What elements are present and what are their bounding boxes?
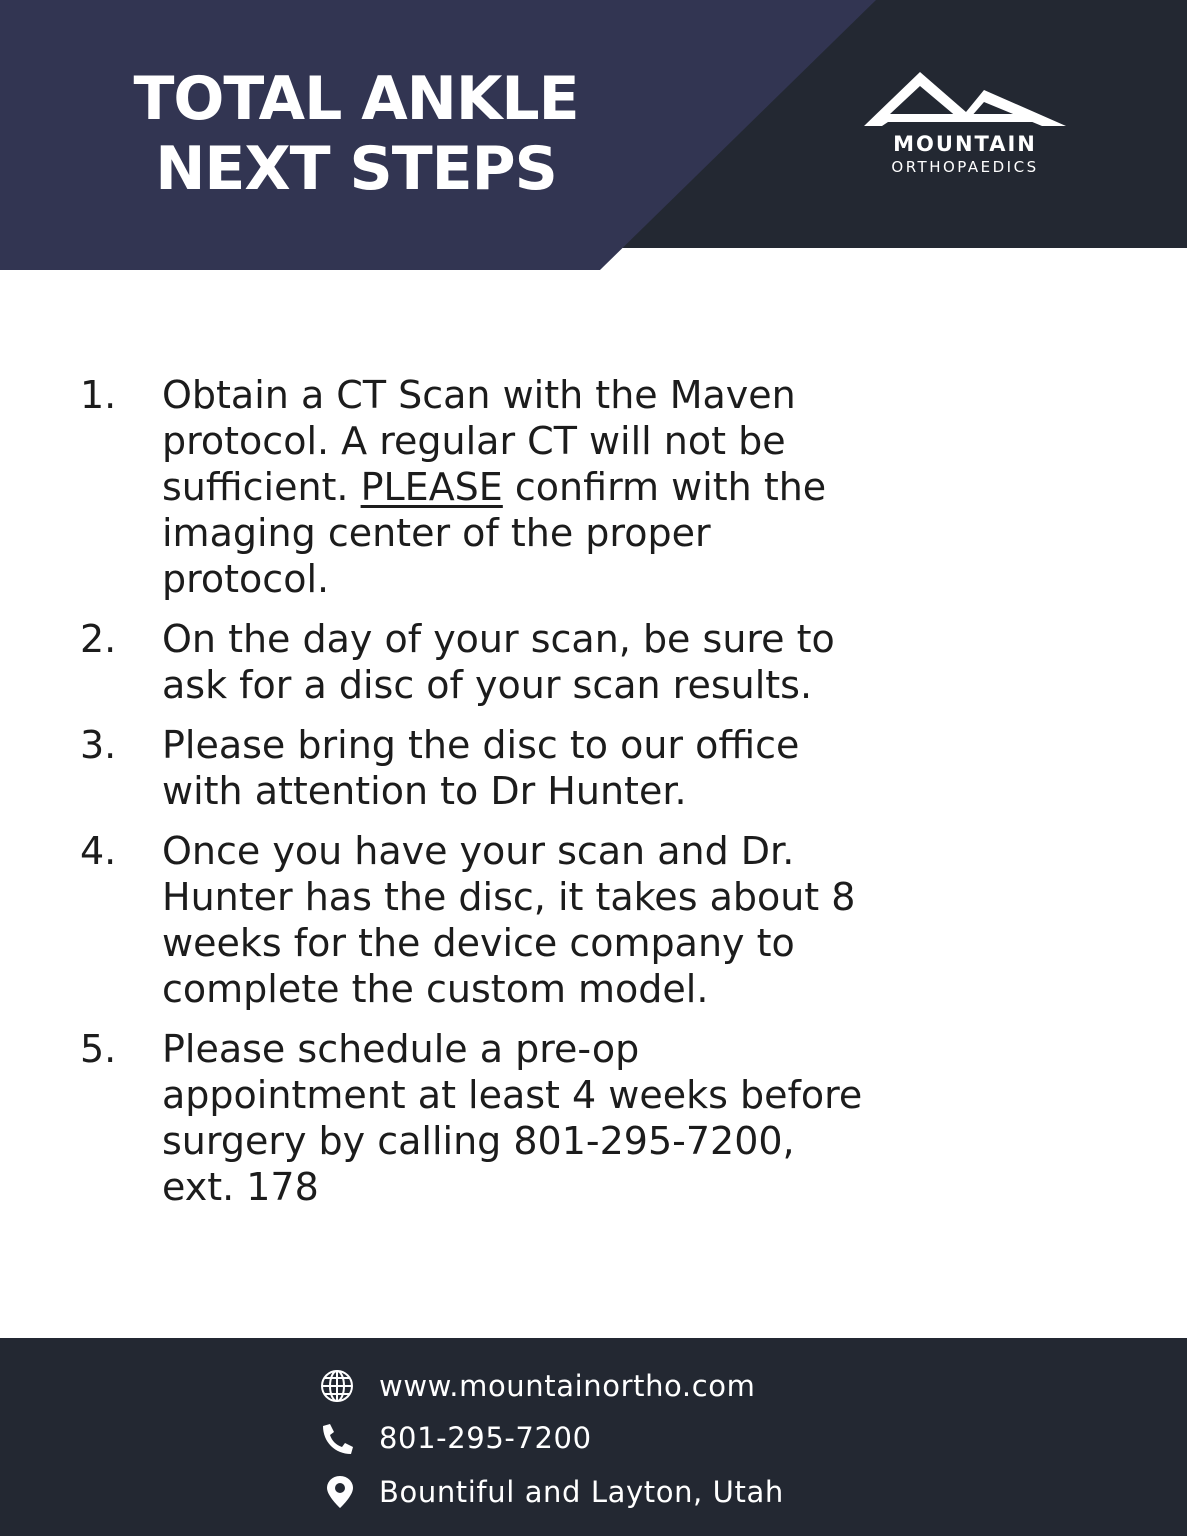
step-number: 1.: [80, 373, 117, 417]
website-link[interactable]: www.mountainortho.com: [379, 1369, 756, 1403]
step-line: Hunter has the disc, it takes about 8: [162, 875, 856, 919]
steps-list: [80, 372, 1110, 1224]
mountain-logo-icon: [862, 72, 1068, 132]
step-line: On the day of your scan, be sure to: [162, 617, 835, 661]
page-title: [36, 64, 676, 204]
mountain-orthopaedics-logo: [862, 72, 1072, 182]
map-pin-icon: [313, 1472, 363, 1512]
globe-icon: [313, 1366, 363, 1406]
step-text: [162, 828, 1110, 1012]
step-line: protocol. A regular CT will not be: [162, 419, 786, 463]
step-item-3: [80, 722, 1110, 814]
step-line: Please schedule a pre-op: [162, 1027, 640, 1071]
title-line-2: NEXT STEPS: [155, 134, 557, 204]
step-number: 4.: [80, 829, 117, 873]
step-item-1: [80, 372, 1110, 602]
step-number: 2.: [80, 617, 117, 661]
step-line: Once you have your scan and Dr.: [162, 829, 795, 873]
step-line: Obtain a CT Scan with the Maven: [162, 373, 796, 417]
step-line: ext. 178: [162, 1165, 319, 1209]
step-item-5: [80, 1026, 1110, 1210]
step-line-part: sufficient.: [162, 465, 361, 509]
step-line-part: confirm with the: [502, 465, 827, 509]
step-line: ask for a disc of your scan results.: [162, 663, 813, 707]
please-emphasis: PLEASE: [360, 465, 503, 509]
location-row: [313, 1472, 784, 1512]
phone-row: [313, 1418, 592, 1458]
step-item-2: [80, 616, 1110, 708]
logo-name: MOUNTAIN: [893, 132, 1037, 156]
step-line: Please bring the disc to our office: [162, 723, 800, 767]
step-number: 5.: [80, 1027, 117, 1071]
title-line-1: TOTAL ANKLE: [133, 64, 579, 134]
header-banner: [0, 0, 1187, 270]
phone-icon: [313, 1418, 363, 1458]
step-line: appointment at least 4 weeks before: [162, 1073, 863, 1117]
phone-number[interactable]: 801-295-7200: [379, 1421, 592, 1455]
step-line: complete the custom model.: [162, 967, 709, 1011]
location-text: Bountiful and Layton, Utah: [379, 1475, 784, 1509]
step-line: weeks for the device company to: [162, 921, 795, 965]
step-line: with attention to Dr Hunter.: [162, 769, 687, 813]
step-line: surgery by calling 801-295-7200,: [162, 1119, 795, 1163]
step-item-4: [80, 828, 1110, 1012]
step-line: imaging center of the proper: [162, 511, 711, 555]
step-text: [162, 372, 1110, 602]
step-text: [162, 722, 1110, 814]
step-text: [162, 1026, 1110, 1210]
contact-footer: [0, 1338, 1187, 1536]
website-row: [313, 1366, 755, 1406]
step-number: 3.: [80, 723, 117, 767]
logo-subtitle: ORTHOPAEDICS: [891, 158, 1039, 176]
step-line: protocol.: [162, 557, 330, 601]
step-line: [162, 465, 826, 509]
step-text: [162, 616, 1110, 708]
